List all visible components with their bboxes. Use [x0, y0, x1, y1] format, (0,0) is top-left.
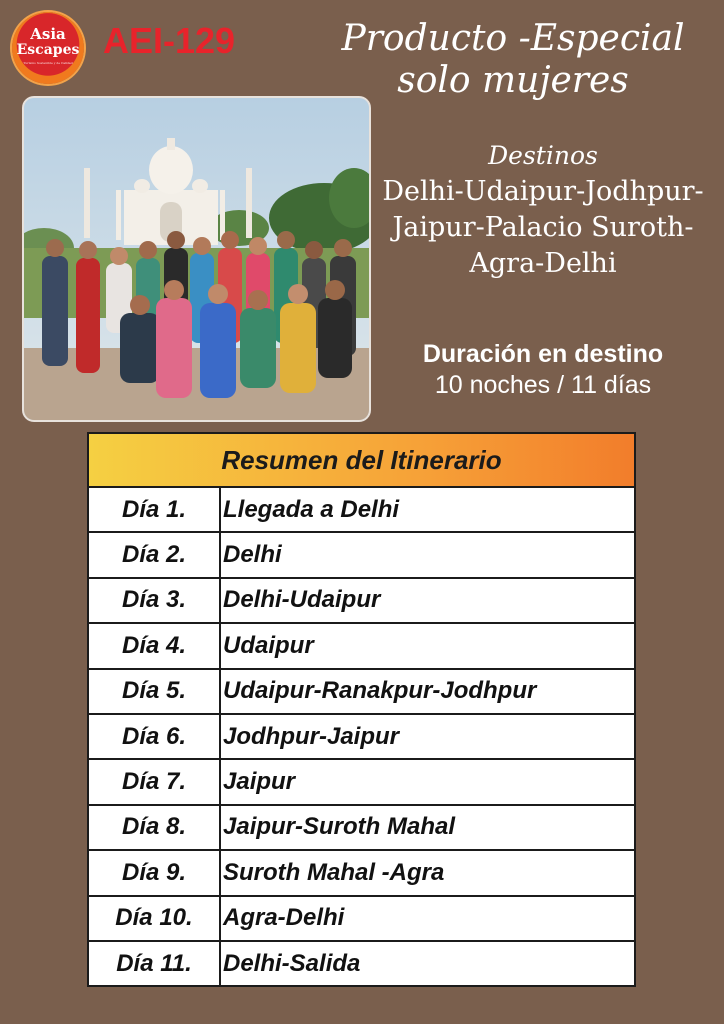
table-row [88, 805, 635, 850]
duration-value: 10 noches / 11 días [434, 371, 652, 399]
destinations-route: Delhi-Udaipur-Jodhpur-Jaipur-Palacio Suroth-Agra-Delhi [382, 176, 704, 279]
itinerary-table [87, 432, 636, 987]
place-cell: Delhi [220, 532, 635, 577]
itinerary-header-row [88, 433, 635, 487]
destinations-label: Destinos [488, 141, 598, 170]
itinerary-title: Resumen del Itinerario [88, 433, 635, 487]
table-row [88, 532, 635, 577]
table-row [88, 941, 635, 986]
place-cell: Agra-Delhi [220, 896, 635, 941]
logo-line-1: Asia [30, 25, 66, 43]
day-cell: Día 2. [88, 532, 220, 577]
photo-illustration [24, 98, 369, 420]
day-cell: Día 7. [88, 759, 220, 804]
table-row [88, 578, 635, 623]
duration-block [378, 338, 708, 400]
place-cell: Delhi-Udaipur [220, 578, 635, 623]
place-cell: Jaipur [220, 759, 635, 804]
place-cell: Delhi-Salida [220, 941, 635, 986]
asia-escapes-logo [12, 12, 84, 84]
day-cell: Día 5. [88, 669, 220, 714]
place-cell: Udaipur [220, 623, 635, 668]
logo-tagline: Turismo Sostenible y de Calidad [23, 61, 73, 65]
table-row [88, 669, 635, 714]
place-cell: Jaipur-Suroth Mahal [220, 805, 635, 850]
destinations-block [378, 140, 708, 282]
place-cell: Jodhpur-Jaipur [220, 714, 635, 759]
table-row [88, 714, 635, 759]
table-row [88, 487, 635, 532]
day-cell: Día 4. [88, 623, 220, 668]
day-cell: Día 11. [88, 941, 220, 986]
day-cell: Día 8. [88, 805, 220, 850]
table-row [88, 850, 635, 895]
day-cell: Día 6. [88, 714, 220, 759]
group-photo-taj-mahal [22, 96, 371, 422]
table-row [88, 623, 635, 668]
day-cell: Día 9. [88, 850, 220, 895]
product-code: AEI-129 [103, 20, 236, 61]
duration-label: Duración en destino [422, 340, 664, 368]
table-row [88, 896, 635, 941]
place-cell: Suroth Mahal -Agra [220, 850, 635, 895]
place-cell: Llegada a Delhi [220, 487, 635, 532]
table-row [88, 759, 635, 804]
day-cell: Día 10. [88, 896, 220, 941]
day-cell: Día 1. [88, 487, 220, 532]
place-cell: Udaipur-Ranakpur-Jodhpur [220, 669, 635, 714]
logo-line-2: Escapes [16, 42, 80, 58]
page-title: Producto -Especial solo mujeres [341, 18, 685, 101]
day-cell: Día 3. [88, 578, 220, 623]
